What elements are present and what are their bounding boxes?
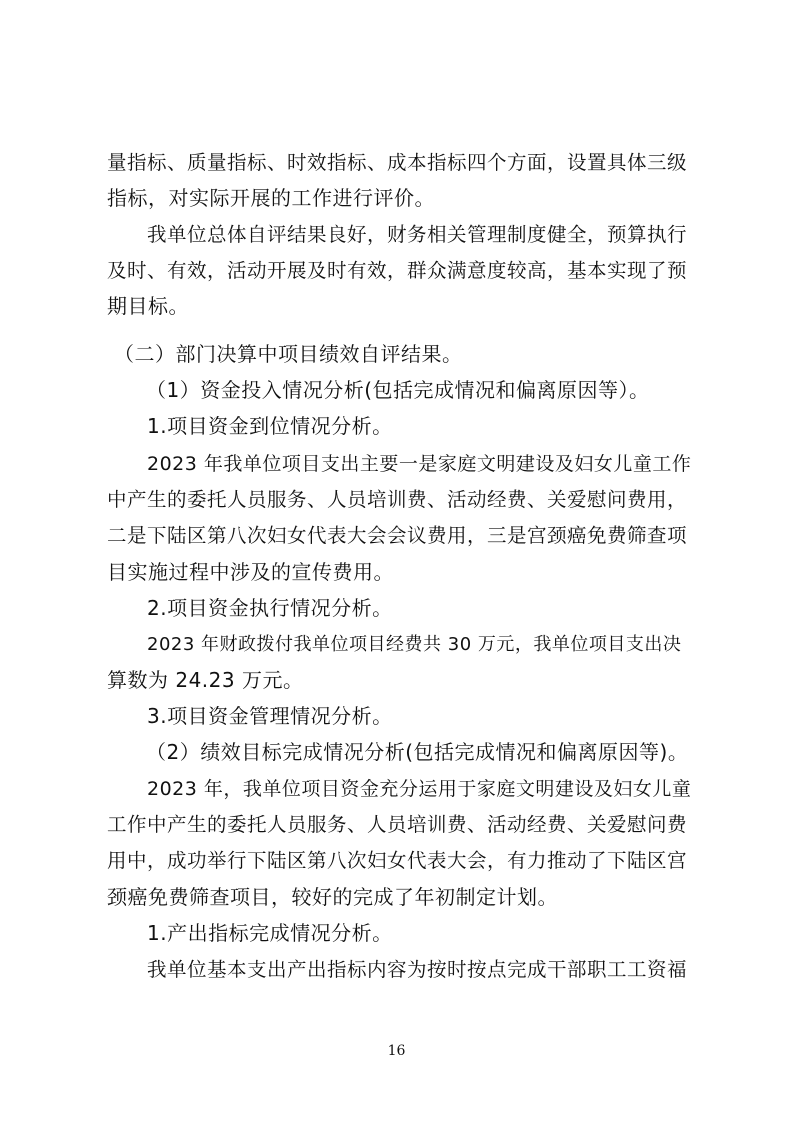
page-number: 16 <box>387 1043 406 1059</box>
body-line-8: 二是下陆区第八次妇女代表大会会议费用，三是宫颈癌免费筛查项 <box>107 524 688 547</box>
item-heading-2: 2.项目资金执行情况分析。 <box>147 596 393 620</box>
item-heading-3: 3.项目资金管理情况分析。 <box>147 704 393 728</box>
item-heading-4: 1.产出指标完成情况分析。 <box>147 921 393 945</box>
subsection-heading-1: （1）资金投入情况分析(包括完成情况和偏离原因等）。 <box>146 378 650 402</box>
section-heading: （二）部门决算中项目绩效自评结果。 <box>114 342 463 366</box>
body-line-3: 我单位总体自评结果良好，财务相关管理制度健全，预算执行 <box>147 223 688 246</box>
body-line-9: 目实施过程中涉及的宣传费用。 <box>107 560 394 584</box>
body-line-7: 中产生的委托人员服务、人员培训费、活动经费、关爱慰问费用， <box>107 488 688 511</box>
body-line-5: 期目标。 <box>107 294 189 318</box>
body-line-14: 用中，成功举行下陆区第八次妇女代表大会，有力推动了下陆区宫 <box>107 849 688 872</box>
body-line-15: 颈癌免费筛查项目，较好的完成了年初制定计划。 <box>107 885 558 909</box>
body-line-12: 2023 年，我单位项目资金充分运用于家庭文明建设及妇女儿童 <box>147 778 692 800</box>
body-line-10: 2023 年财政拨付我单位项目经费共 30 万元，我单位项目支出决 <box>147 634 682 655</box>
body-line-2: 指标，对实际开展的工作进行评价。 <box>107 186 435 210</box>
body-line-13: 工作中产生的委托人员服务、人员培训费、活动经费、关爱慰问费 <box>107 813 688 836</box>
body-line-16: 我单位基本支出产出指标内容为按时按点完成干部职工工资福 <box>147 958 688 981</box>
body-line-6: 2023 年我单位项目支出主要一是家庭文明建设及妇女儿童工作 <box>147 453 692 475</box>
body-line-4: 及时、有效，活动开展及时有效，群众满意度较高，基本实现了预 <box>107 259 688 282</box>
item-heading-1: 1.项目资金到位情况分析。 <box>147 414 393 438</box>
body-line-11: 算数为 24.23 万元。 <box>107 668 304 692</box>
body-line-1: 量指标、质量指标、时效指标、成本指标四个方面，设置具体三级 <box>107 151 688 174</box>
subsection-heading-2: （2）绩效目标完成情况分析(包括完成情况和偏离原因等)。 <box>146 740 689 764</box>
